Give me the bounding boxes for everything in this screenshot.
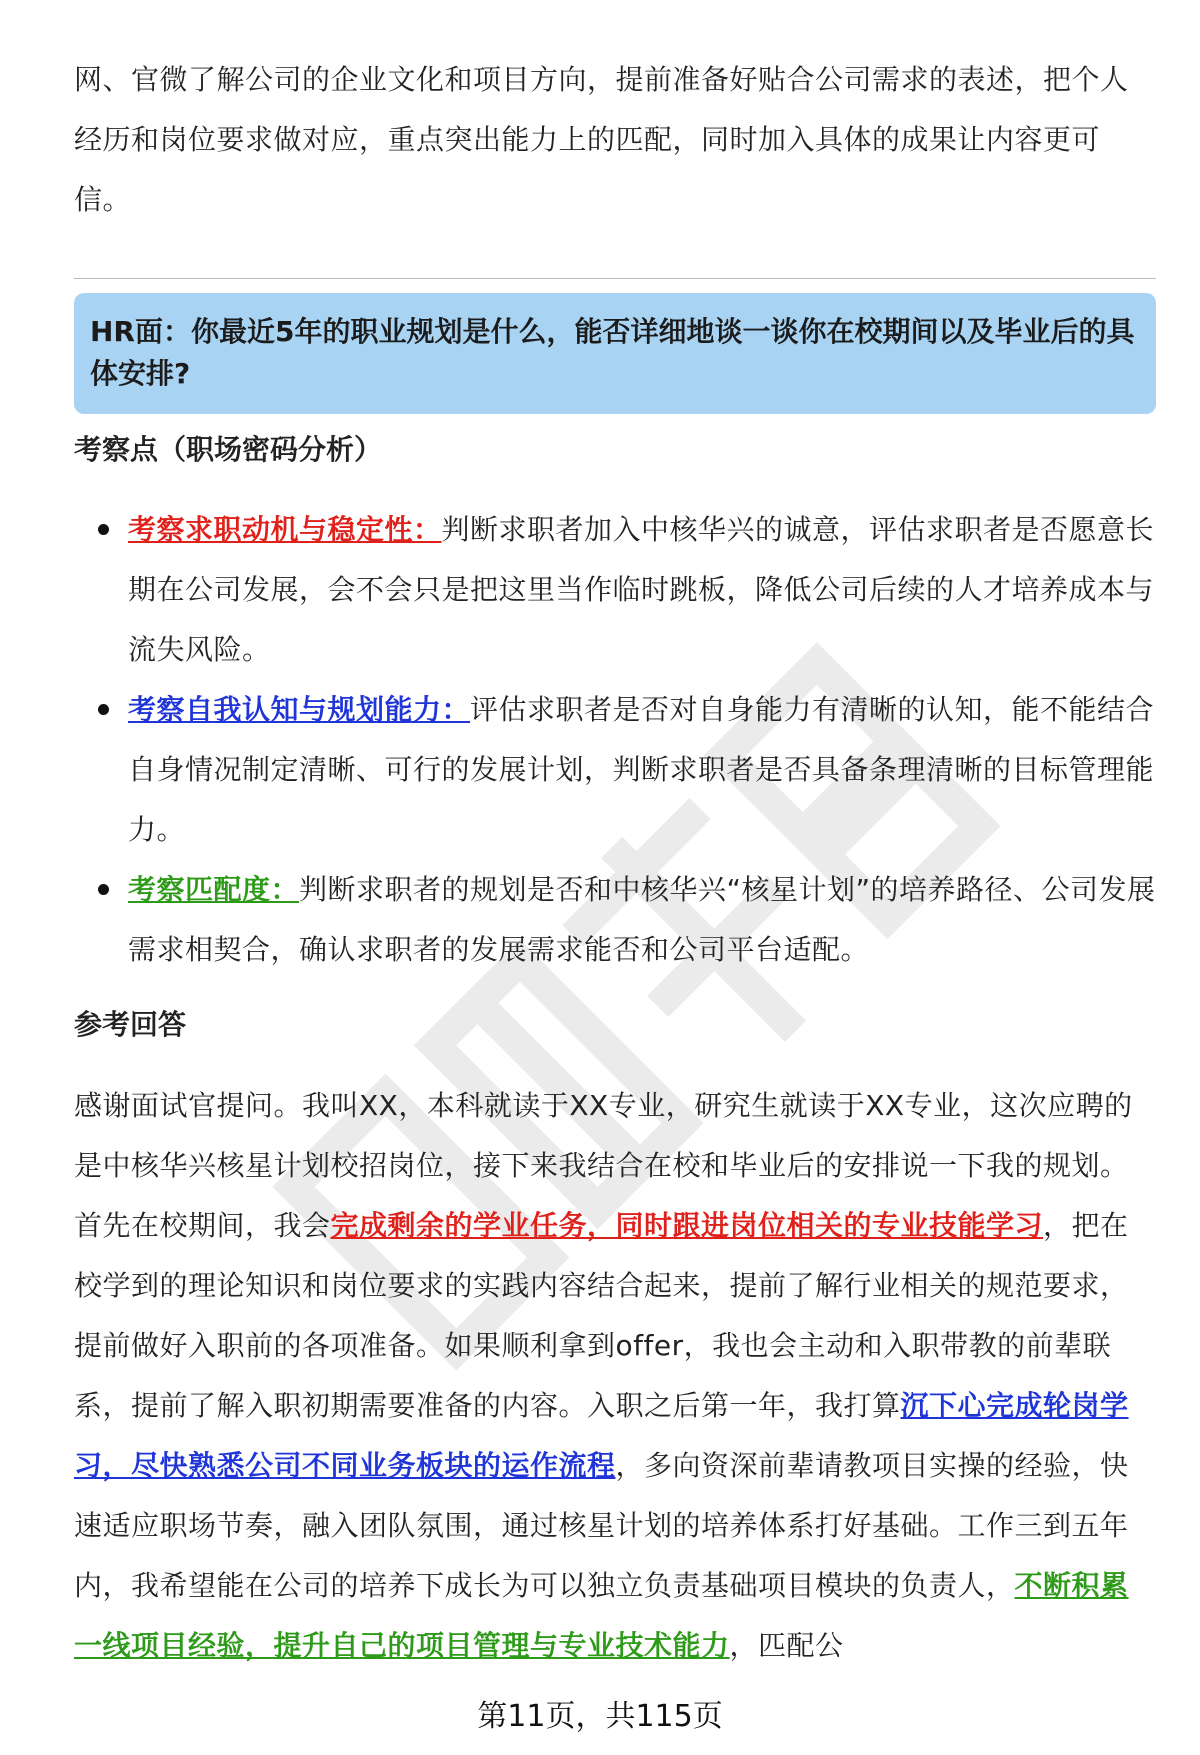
intro-paragraph: 网、官微了解公司的企业文化和项目方向，提前准备好贴合公司需求的表述，把个人经历和岗位要求做对应，重点突出能力上的匹配，同时加入具体的成果让内容更可信。 bbox=[74, 63, 1129, 216]
answer-highlight-rotation: 沉下心完成轮岗学习，尽快熟悉公司不同业务板块的运作流程 bbox=[74, 1389, 1129, 1482]
answer-text-4: ，匹配公 bbox=[729, 1629, 844, 1662]
point-text-fit: 判断求职者的规划是否和中核华兴“核星计划”的培养路径、公司发展需求相契合，确认求职者的发展需求能否和公司平台适配。 bbox=[128, 873, 1156, 966]
question-text: HR面：你最近5年的职业规划是什么，能否详细地谈一谈你在校期间以及毕业后的具体安排? bbox=[90, 315, 1135, 390]
point-text-motivation: 判断求职者加入中核华兴的诚意，评估求职者是否愿意长期在公司发展，会不会只是把这里当作临时跳板，降低公司后续的人才培养成本与流失风险。 bbox=[128, 513, 1155, 666]
point-text-self-awareness: 评估求职者是否对自身能力有清晰的认知，能不能结合自身情况制定清晰、可行的发展计划，判断求职者是否具备条理清晰的目标管理能力。 bbox=[128, 693, 1155, 846]
answer-paragraph bbox=[74, 1076, 1156, 1676]
bullet-icon bbox=[98, 704, 109, 715]
point-key-self-awareness: 考察自我认知与规划能力： bbox=[128, 693, 471, 726]
answer-highlight-experience: 不断积累一线项目经验，提升自己的项目管理与专业技术能力 bbox=[74, 1569, 1129, 1662]
section-divider bbox=[74, 278, 1156, 279]
point-key-fit: 考察匹配度： bbox=[128, 873, 300, 906]
list-item bbox=[74, 680, 1156, 860]
assessment-heading: 考察点（职场密码分析） bbox=[74, 433, 383, 466]
bullet-icon bbox=[98, 884, 109, 895]
answer-text-3: ，多向资深前辈请教项目实操的经验，快速适应职场节奏，融入团队氛围，通过核星计划的培养体系打好基础。工作三到五年内，我希望能在公司的培养下成长为可以独立负责基础项目模块的负责人， bbox=[74, 1449, 1129, 1602]
answer-text-2: ，把在校学到的理论知识和岗位要求的实践内容结合起来，提前了解行业相关的规范要求，提前做好入职前的各项准备。如果顺利拿到offer，我也会主动和入职带教的前辈联系，提前了解入职初期需要准备的内容。入职之后第一年，我打算 bbox=[74, 1209, 1129, 1422]
answer-highlight-study: 完成剩余的学业任务，同时跟进岗位相关的专业技能学习 bbox=[330, 1209, 1044, 1242]
reference-heading: 参考回答 bbox=[74, 1008, 187, 1041]
point-key-motivation: 考察求职动机与稳定性： bbox=[128, 513, 442, 546]
assessment-list bbox=[74, 500, 1156, 980]
bullet-icon bbox=[98, 524, 109, 535]
page-number: 第11页，共115页 bbox=[477, 1699, 723, 1734]
question-box bbox=[74, 293, 1156, 414]
answer-text-1: 感谢面试官提问。我叫XX，本科就读于XX专业，研究生就读于XX专业，这次应聘的是中核华兴核星计划校招岗位，接下来我结合在校和毕业后的安排说一下我的规划。首先在校期间，我会 bbox=[74, 1089, 1133, 1242]
list-item bbox=[74, 860, 1156, 980]
list-item bbox=[74, 500, 1156, 680]
